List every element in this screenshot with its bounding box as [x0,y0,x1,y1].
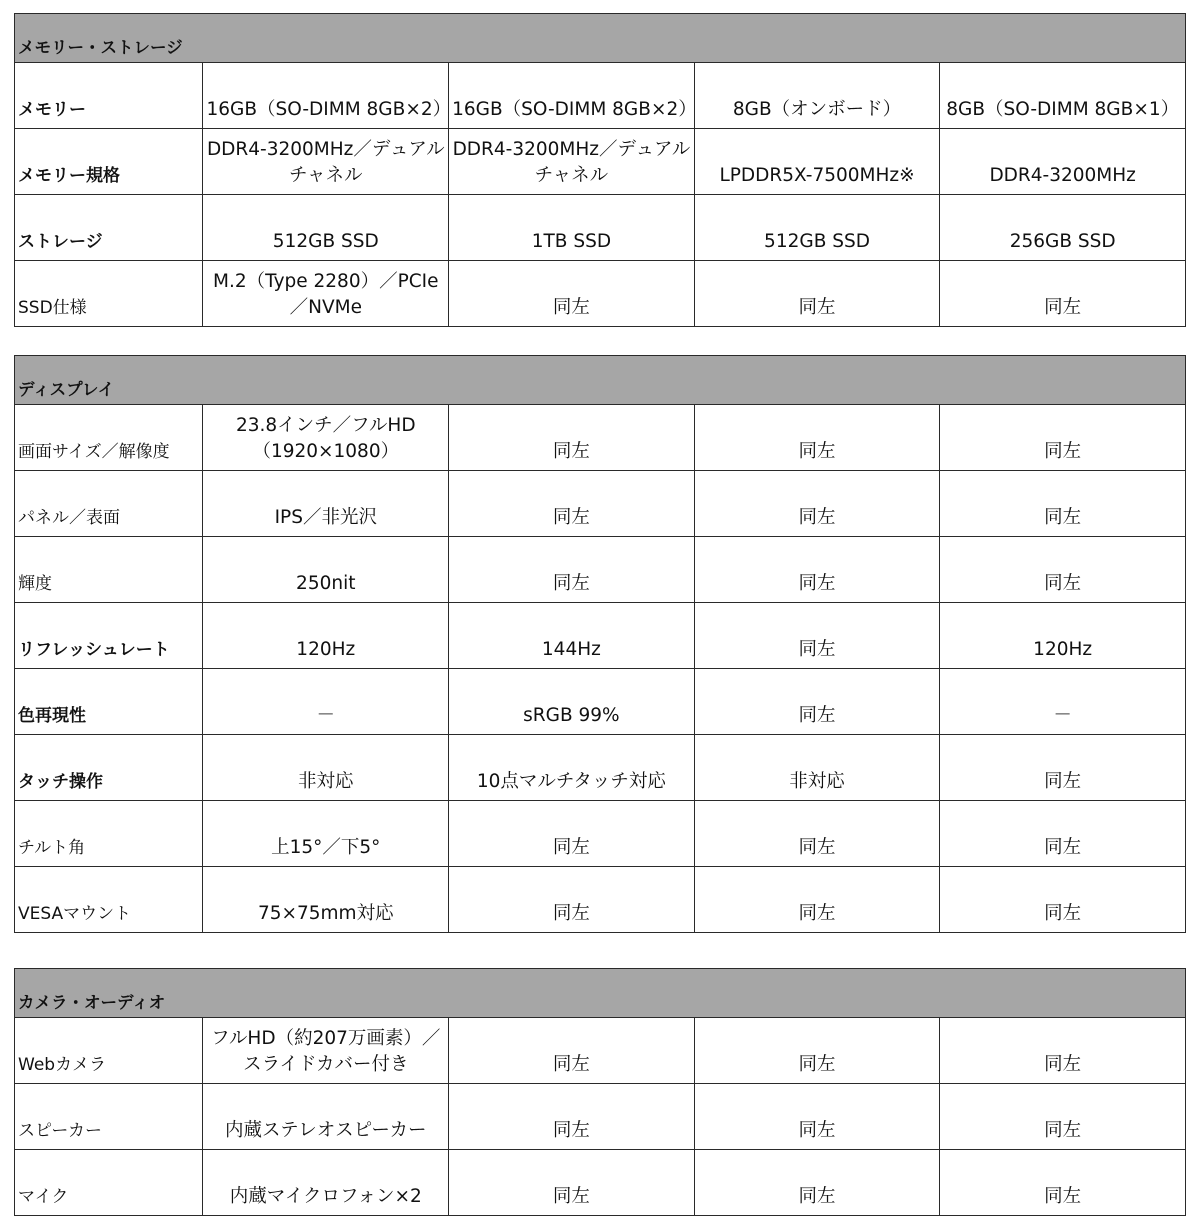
cell-value: 120Hz [203,603,449,669]
cell-value: M.2（Type 2280）／PCIe／NVMe [203,261,449,327]
cell-value: 512GB SSD [694,195,940,261]
cell-value: 同左 [449,471,695,537]
table-row [15,669,1186,735]
cell-value: 同左 [940,1084,1186,1150]
cell-value: 144Hz [449,603,695,669]
cell-value: 120Hz [940,603,1186,669]
cell-value: 同左 [940,735,1186,801]
cell-value: 1TB SSD [449,195,695,261]
table-row [15,603,1186,669]
cell-value: 同左 [449,867,695,933]
row-label: パネル／表面 [15,471,203,537]
spec-table-memory-storage [14,13,1186,327]
table-row [15,261,1186,327]
row-label: チルト角 [15,801,203,867]
row-label: リフレッシュレート [15,603,203,669]
cell-value: 23.8インチ／フルHD（1920×1080） [203,405,449,471]
cell-value: 非対応 [203,735,449,801]
cell-value: 同左 [449,801,695,867]
row-label: メモリー [15,63,203,129]
cell-value: 同左 [940,867,1186,933]
spec-table-camera-audio [14,968,1186,1216]
table-row [15,471,1186,537]
row-label: SSD仕様 [15,261,203,327]
cell-value: IPS／非光沢 [203,471,449,537]
cell-value: 同左 [449,1084,695,1150]
cell-value: 同左 [694,603,940,669]
cell-value: 同左 [940,801,1186,867]
cell-value: 同左 [940,471,1186,537]
cell-value: 同左 [694,1084,940,1150]
cell-value: 同左 [694,405,940,471]
cell-value: 同左 [694,801,940,867]
cell-value: 同左 [694,669,940,735]
table-row [15,1084,1186,1150]
cell-value: 非対応 [694,735,940,801]
cell-value: 256GB SSD [940,195,1186,261]
cell-value: 同左 [940,537,1186,603]
cell-value: 8GB（SO-DIMM 8GB×1） [940,63,1186,129]
cell-value: 同左 [694,1150,940,1216]
row-label: VESAマウント [15,867,203,933]
cell-value: 内蔵ステレオスピーカー [203,1084,449,1150]
spec-table-display [14,355,1186,933]
cell-value: 同左 [694,537,940,603]
cell-value: 同左 [694,261,940,327]
section-title: カメラ・オーディオ [15,969,1186,1018]
cell-value: DDR4-3200MHz [940,129,1186,195]
cell-value: 同左 [940,261,1186,327]
cell-value: 75×75mm対応 [203,867,449,933]
cell-value: 同左 [694,1018,940,1084]
table-row [15,735,1186,801]
cell-value: 上15°／下5° [203,801,449,867]
cell-value: 10点マルチタッチ対応 [449,735,695,801]
table-row [15,1018,1186,1084]
cell-value: 同左 [694,471,940,537]
row-label: メモリー規格 [15,129,203,195]
cell-value: sRGB 99% [449,669,695,735]
cell-value: 同左 [940,405,1186,471]
cell-value: 250nit [203,537,449,603]
row-label: ストレージ [15,195,203,261]
row-label: 色再現性 [15,669,203,735]
cell-value: － [940,669,1186,735]
cell-value: 512GB SSD [203,195,449,261]
cell-value: 同左 [449,1018,695,1084]
table-row [15,801,1186,867]
row-label: タッチ操作 [15,735,203,801]
section-title: ディスプレイ [15,356,1186,405]
cell-value: 同左 [449,1150,695,1216]
table-row [15,537,1186,603]
table-row [15,129,1186,195]
row-label: マイク [15,1150,203,1216]
cell-value: フルHD（約207万画素）／スライドカバー付き [203,1018,449,1084]
table-row [15,405,1186,471]
cell-value: 同左 [449,261,695,327]
row-label: スピーカー [15,1084,203,1150]
row-label: 画面サイズ／解像度 [15,405,203,471]
cell-value: 8GB（オンボード） [694,63,940,129]
cell-value: DDR4-3200MHz／デュアルチャネル [203,129,449,195]
cell-value: 同左 [940,1150,1186,1216]
table-row [15,1150,1186,1216]
table-row [15,63,1186,129]
row-label: Webカメラ [15,1018,203,1084]
cell-value: 同左 [694,867,940,933]
cell-value: 16GB（SO-DIMM 8GB×2） [449,63,695,129]
cell-value: 16GB（SO-DIMM 8GB×2） [203,63,449,129]
section-title: メモリー・ストレージ [15,14,1186,63]
row-label: 輝度 [15,537,203,603]
cell-value: － [203,669,449,735]
table-row [15,867,1186,933]
table-row [15,195,1186,261]
cell-value: DDR4-3200MHz／デュアルチャネル [449,129,695,195]
cell-value: 内蔵マイクロフォン×2 [203,1150,449,1216]
cell-value: 同左 [449,405,695,471]
cell-value: LPDDR5X-7500MHz※ [694,129,940,195]
cell-value: 同左 [940,1018,1186,1084]
cell-value: 同左 [449,537,695,603]
